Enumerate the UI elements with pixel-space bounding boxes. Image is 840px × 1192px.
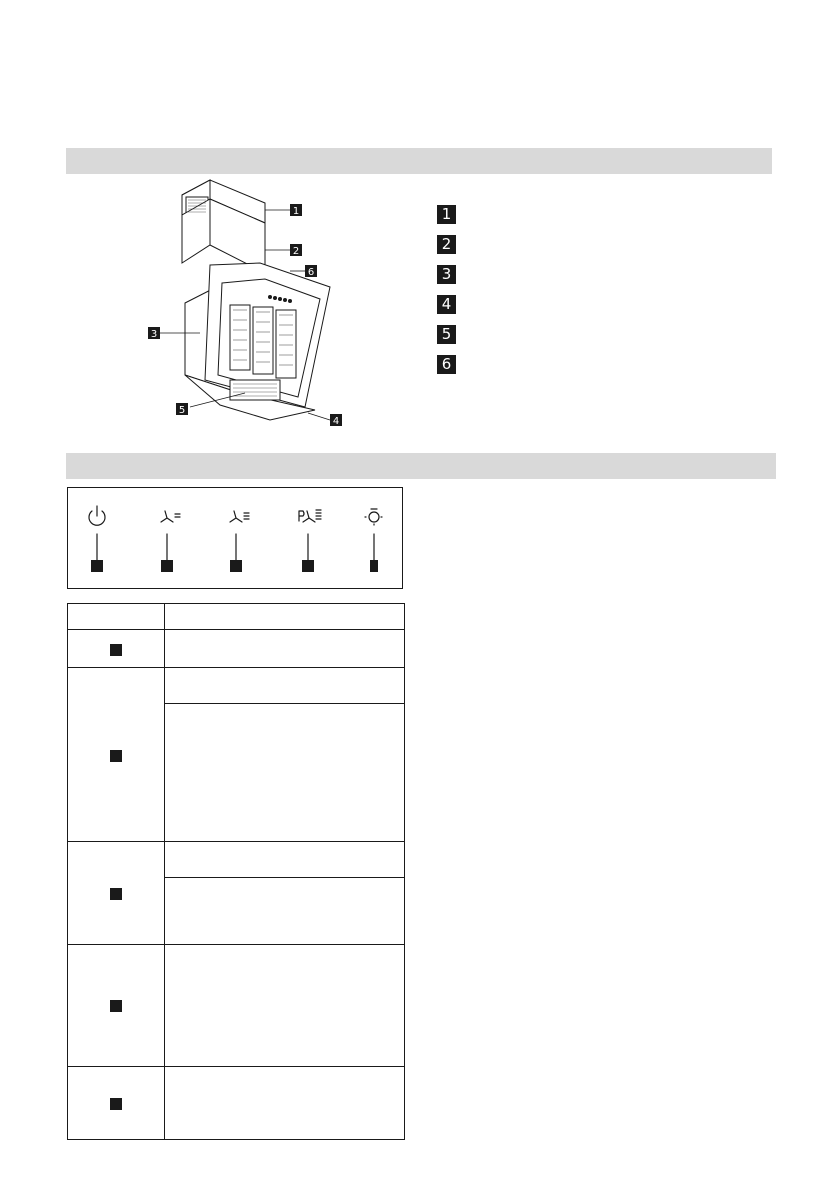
table-row [68, 842, 405, 878]
svg-text:3: 3 [150, 329, 158, 340]
table-cell [165, 668, 405, 704]
table-key-cell [68, 944, 165, 1066]
table-cell [165, 878, 405, 944]
table-header-row [68, 604, 405, 630]
key-marker [110, 750, 122, 762]
button-marker [302, 560, 314, 572]
key-marker [110, 644, 122, 656]
legend-item [437, 264, 456, 284]
table-cell [165, 944, 405, 1066]
legend-item [437, 204, 456, 224]
callout-4 [330, 414, 342, 427]
parts-legend [437, 204, 456, 384]
button-marker [370, 560, 378, 572]
svg-text:2: 2 [292, 246, 300, 257]
legend-number: 1 [437, 205, 456, 224]
table-header-cell [165, 604, 405, 630]
table-row [68, 1066, 405, 1139]
table-row [68, 630, 405, 668]
table-key-cell [68, 842, 165, 944]
table-cell [165, 704, 405, 842]
table-cell [165, 630, 405, 668]
power-icon [89, 506, 105, 525]
table-header-cell [68, 604, 165, 630]
table-cell [165, 842, 405, 878]
cooker-hood-diagram [130, 175, 360, 435]
controls-table [67, 603, 405, 1140]
legend-number: 3 [437, 265, 456, 284]
light-icon [365, 509, 383, 526]
callout-2 [290, 244, 302, 257]
legend-number: 2 [437, 235, 456, 254]
table-key-cell [68, 668, 165, 842]
legend-number: 5 [437, 325, 456, 344]
key-marker [110, 1000, 122, 1012]
callout-6 [305, 265, 317, 278]
callout-3 [148, 327, 160, 340]
button-marker [161, 560, 173, 572]
table-key-cell [68, 630, 165, 668]
section-header-bar [66, 453, 776, 479]
key-marker [110, 888, 122, 900]
svg-text:5: 5 [178, 405, 186, 416]
button-marker [230, 560, 242, 572]
table-row [68, 944, 405, 1066]
control-panel-diagram [67, 487, 403, 589]
section-header-bar [66, 148, 772, 174]
svg-text:1: 1 [292, 206, 300, 217]
legend-item [437, 354, 456, 374]
legend-number: 6 [437, 355, 456, 374]
table-key-cell [68, 1066, 165, 1139]
svg-text:4: 4 [332, 416, 340, 427]
callout-5 [176, 403, 188, 416]
legend-number: 4 [437, 295, 456, 314]
legend-item [437, 294, 456, 314]
key-marker [110, 1098, 122, 1110]
table-cell [165, 1066, 405, 1139]
table-row [68, 668, 405, 704]
legend-item [437, 324, 456, 344]
callout-1 [290, 204, 302, 217]
fan-speed-1-icon [161, 511, 180, 522]
fan-speed-2-icon [230, 511, 249, 522]
legend-item [437, 234, 456, 254]
svg-text:6: 6 [307, 267, 315, 278]
button-marker [91, 560, 103, 572]
fan-boost-icon [299, 510, 321, 522]
